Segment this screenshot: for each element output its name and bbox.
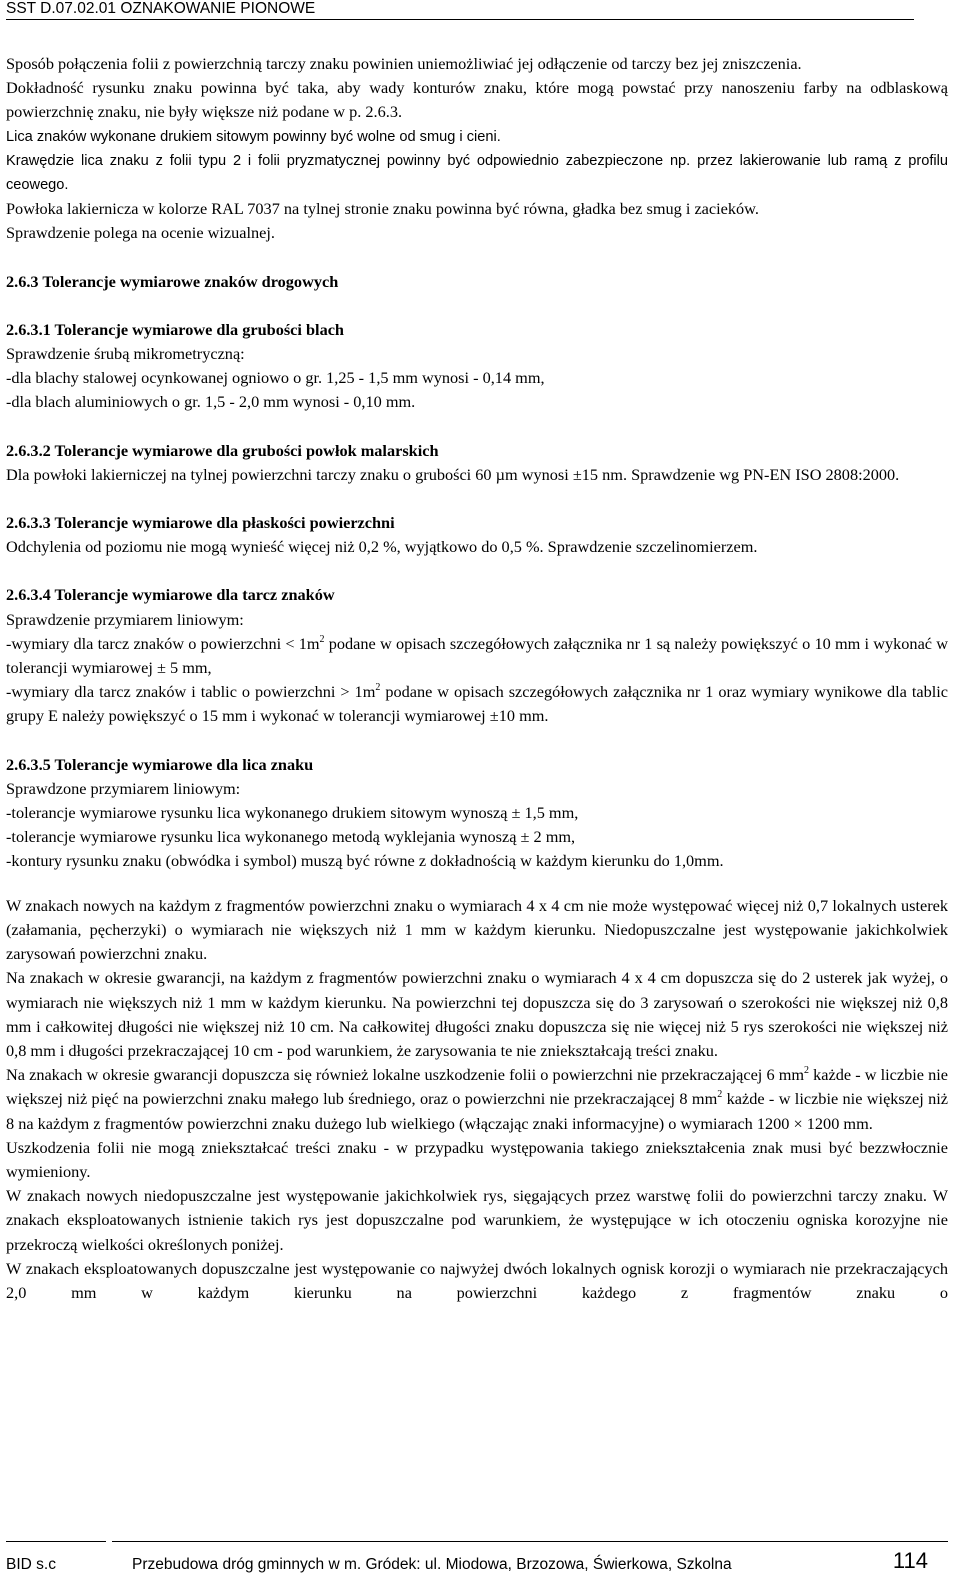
intro-paragraph-6: Sprawdzenie polega na ocenie wizualnej. xyxy=(6,223,275,243)
s2634-line-2-text-b: podane w opisach szczegółowych załącznika nr 1 są należy powiększyć o 10 mm i wykonać w tolerancji wymiarowej ± 5 mm, xyxy=(6,633,948,678)
defects-paragraph-6: W znakach eksploatowanych dopuszczalne jest występowanie co najwyżej dwóch lokalnych ognisk korozji o wymiarach nie przekraczających 2,0 mm w każdym kierunku na powierzchni każdego z fragmentów znaku o xyxy=(6,1258,948,1302)
s2631-line-2: -dla blachy stalowej ocynkowanej ogniowo o gr. 1,25 - 1,5 mm wynosi - 0,14 mm, xyxy=(6,368,545,388)
s2631-line-1: Sprawdzenie śrubą mikrometryczną: xyxy=(6,344,245,364)
section-heading-2-6-3-3: 2.6.3.3 Tolerancje wymiarowe dla płaskości powierzchni xyxy=(6,513,395,533)
intro-paragraph-3: Lica znaków wykonane drukiem sitowym powinny być wolne od smug i cieni. xyxy=(6,128,501,145)
section-heading-2-6-3-4: 2.6.3.4 Tolerancje wymiarowe dla tarcz znaków xyxy=(6,585,335,605)
defects-paragraph-1: W znakach nowych na każdym z fragmentów powierzchni znaku o wymiarach 4 x 4 cm nie może występować więcej niż 0,7 lokalnych usterek (załamania, pęcherzyki) o wymiarach nie większych niż 1 mm w każdym kierunku. Niedopuszczalne jest występowanie jakichkolwiek zarysowań powierzchni znaku. xyxy=(6,895,948,964)
defects-paragraph-4: Uszkodzenia folii nie mogą zniekształcać treści znaku - w przypadku występowania takiego zniekształcenia znak musi być bezzwłocznie wymieniony. xyxy=(6,1137,948,1181)
defects-paragraph-3-text-c: każde - w liczbie nie większej niż 8 na każdym z fragmentów powierzchni znaku dużego lub wielkiego (włączając znaki informacyjne) o wymiarach 1200 × 1200 mm. xyxy=(6,1089,948,1133)
section-heading-2-6-3-1: 2.6.3.1 Tolerancje wymiarowe dla grubości blach xyxy=(6,319,344,339)
footer-project-title: Przebudowa dróg gminnych w m. Gródek: ul. Miodowa, Brzozowa, Świerkowa, Szkolna xyxy=(132,1556,732,1573)
s2635-line-3: -tolerancje wymiarowe rysunku lica wykonanego metodą wyklejania wynoszą ± 2 mm, xyxy=(6,827,576,847)
s2634-line-2 xyxy=(6,632,948,680)
footer-company: BID s.c xyxy=(6,1556,56,1573)
intro-paragraph-4: Krawędzie lica znaku z folii typu 2 i folii pryzmatycznej powinny być odpowiednio zabezpieczone np. przez lakierowanie lub ramą z profilu ceowego. xyxy=(6,152,948,194)
section-heading-2-6-3: 2.6.3 Tolerancje wymiarowe znaków drogowych xyxy=(6,271,339,291)
running-header: SST D.07.02.01 OZNAKOWANIE PIONOWE xyxy=(6,0,914,20)
footer-rule-left xyxy=(6,1541,106,1542)
intro-paragraph-2: Dokładność rysunku znaku powinna być taka, aby wady konturów znaku, które mogą powstać przy nanoszeniu farby na odblaskową powierzchnię znaku, nie były większe niż podane w p. 2.6.3. xyxy=(6,78,948,122)
defects-paragraph-3 xyxy=(6,1063,948,1136)
section-heading-2-6-3-5: 2.6.3.5 Tolerancje wymiarowe dla lica znaku xyxy=(6,754,314,774)
superscript: 2 xyxy=(804,1065,810,1077)
s2634-line-1: Sprawdzenie przymiarem liniowym: xyxy=(6,609,244,629)
defects-paragraph-3-text-b: każde - w liczbie nie większej niż pięć na powierzchni znaku małego lub średniego, oraz o powierzchni nie przekraczającej 8 mm xyxy=(6,1065,948,1109)
s2634-line-3-text-b: podane w opisach szczegółowych załącznika nr 1 oraz wymiary wynikowe dla tablic grupy E należy powiększyć o 15 mm i wykonać w tolerancji wymiarowej ±10 mm. xyxy=(6,682,948,726)
s2634-line-3 xyxy=(6,680,948,728)
defects-paragraph-2: Na znakach w okresie gwarancji, na każdym z fragmentów powierzchni znaku o wymiarach 4 x 4 cm dopuszcza się do 2 usterek jak wyżej, o wymiarach nie większych niż 1 mm w każdym kierunku. Na powierzchni tej dopuszcza się do 3 zarysowań o szerokości nie większej niż 0,8 mm i całkowitej długości nie większej niż 10 cm. Na całkowitej długości znaku dopuszcza się nie więcej niż 5 rys szerokości nie większej niż 0,8 mm i długości przekraczającej 10 cm - pod warunkiem, że zarysowania te nie zniekształcają treści znaku. xyxy=(6,968,948,1060)
s2634-line-2-text-a: -wymiary dla tarcz znaków o powierzchni < 1m xyxy=(6,633,320,653)
s2632-paragraph: Dla powłoki lakierniczej na tylnej powierzchni tarczy znaku o grubości 60 µm wynosi ±15 nm. Sprawdzenie wg PN-EN ISO 2808:2000. xyxy=(6,464,900,484)
s2634-line-3-text-a: -wymiary dla tarcz znaków i tablic o powierzchni > 1m xyxy=(6,682,376,702)
s2633-paragraph: Odchylenia od poziomu nie mogą wynieść więcej niż 0,2 %, wyjątkowo do 0,5 %. Sprawdzenie szczelinomierzem. xyxy=(6,537,758,557)
intro-paragraph-5: Powłoka lakiernicza w kolorze RAL 7037 na tylnej stronie znaku powinna być równa, gładka bez smug i zacieków. xyxy=(6,199,759,219)
footer-rule-right xyxy=(112,1541,948,1542)
page-number: 114 xyxy=(892,1548,928,1573)
section-heading-2-6-3-2: 2.6.3.2 Tolerancje wymiarowe dla grubości powłok malarskich xyxy=(6,440,439,460)
document-body xyxy=(6,52,948,1305)
defects-paragraph-3-text-a: Na znakach w okresie gwarancji dopuszcza się również lokalne uszkodzenie folii o powierzchni nie przekraczającej 6 mm xyxy=(6,1065,805,1085)
s2635-line-4: -kontury rysunku znaku (obwódka i symbol) muszą być równe z dokładnością w każdym kierunku do 1,0mm. xyxy=(6,851,724,871)
s2635-line-2: -tolerancje wymiarowe rysunku lica wykonanego drukiem sitowym wynoszą ± 1,5 mm, xyxy=(6,803,579,823)
s2635-line-1: Sprawdzone przymiarem liniowym: xyxy=(6,778,241,798)
intro-paragraph-1: Sposób połączenia folii z powierzchnią tarczy znaku powinien uniemożliwiać jej odłączenie od tarczy bez jej zniszczenia. xyxy=(6,54,802,73)
defects-paragraph-5: W znakach nowych niedopuszczalne jest występowanie jakichkolwiek rys, sięgających przez warstwę folii do powierzchni tarczy znaku. W znakach eksploatowanych istnienie takich rys jest dopuszczalne pod warunkiem, że występujące w ich otoczeniu ogniska korozyjne nie przekroczą wielkości określonych poniżej. xyxy=(6,1186,948,1254)
superscript: 2 xyxy=(319,633,325,645)
page-footer xyxy=(6,1548,948,1578)
s2631-line-3: -dla blach aluminiowych o gr. 1,5 - 2,0 mm wynosi - 0,10 mm. xyxy=(6,392,416,412)
superscript: 2 xyxy=(717,1089,723,1101)
superscript: 2 xyxy=(375,682,381,694)
